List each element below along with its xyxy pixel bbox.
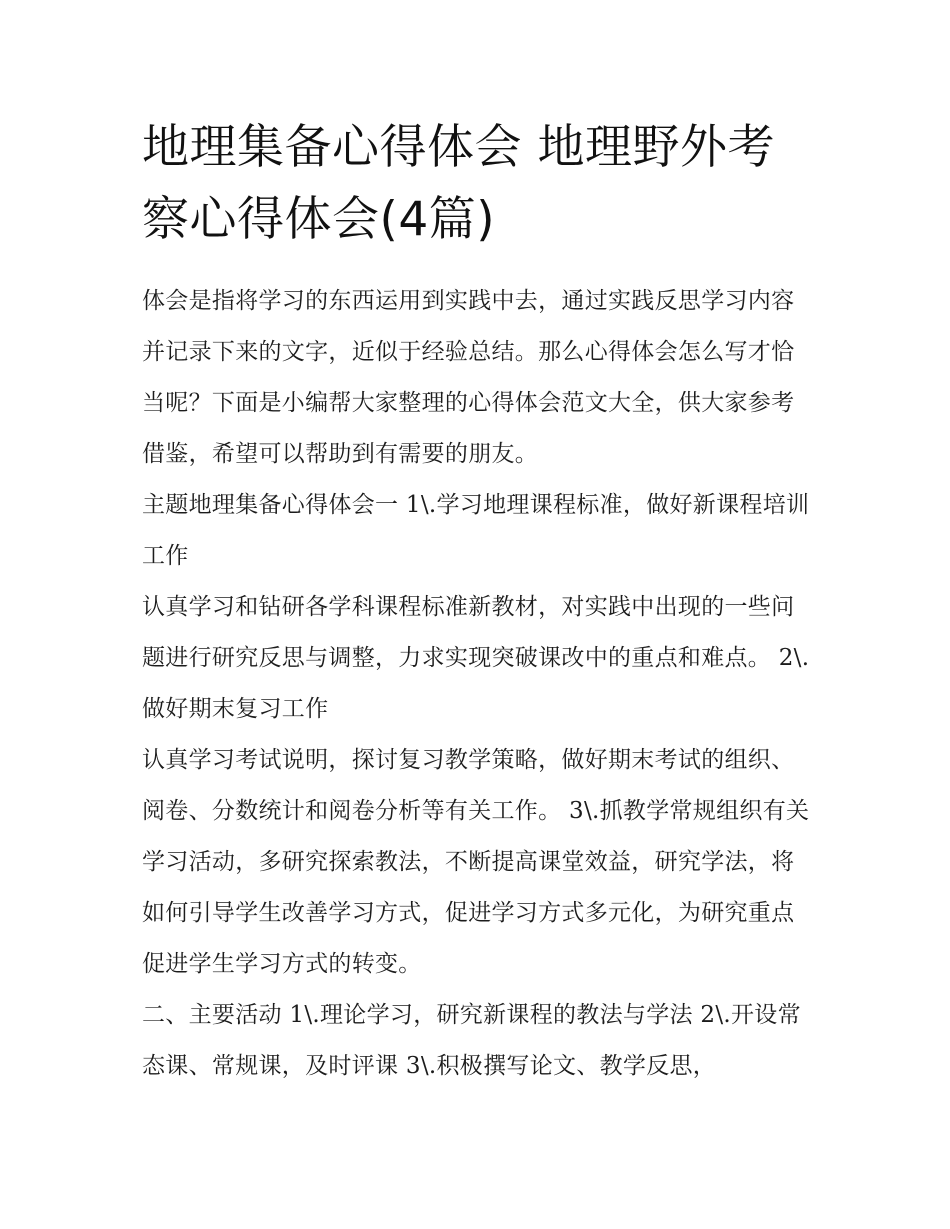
document-page <box>142 112 817 1092</box>
document-title: 地理集备心得体会 地理野外考察心得体会(4篇) <box>142 120 775 247</box>
paragraph-exam-review: 认真学习考试说明，探讨复习教学策略，做好期末考试的组织、阅卷、分数统计和阅卷分析等有关工作。 3\.抓教学常规组织有关学习活动，多研究探索教法，不断提高课堂效益，研究学法，将如何引导学生改善学习方式，促进学习方式多元化，为研究重点促进学生学习方式的转变。 <box>142 747 810 977</box>
paragraph-intro: 体会是指将学习的东西运用到实践中去，通过实践反思学习内容并记录下来的文字，近似于经验总结。那么心得体会怎么写才恰当呢？下面是小编帮大家整理的心得体会范文大全，供大家参考借鉴，希望可以帮助到有需要的朋友。 <box>142 288 795 467</box>
paragraph-topic-one: 主题地理集备心得体会一 1\.学习地理课程标准，做好新课程培训工作 <box>142 492 810 569</box>
paragraph-curriculum-study: 认真学习和钻研各学科课程标准新教材，对实践中出现的一些问题进行研究反思与调整，力求实现突破课改中的重点和难点。 2\.做好期末复习工作 <box>142 594 810 722</box>
paragraph-main-activities: 二、主要活动 1\.理论学习，研究新课程的教法与学法 2\.开设常态课、常规课，及时评课 3\.积极撰写论文、教学反思， <box>142 1002 801 1079</box>
